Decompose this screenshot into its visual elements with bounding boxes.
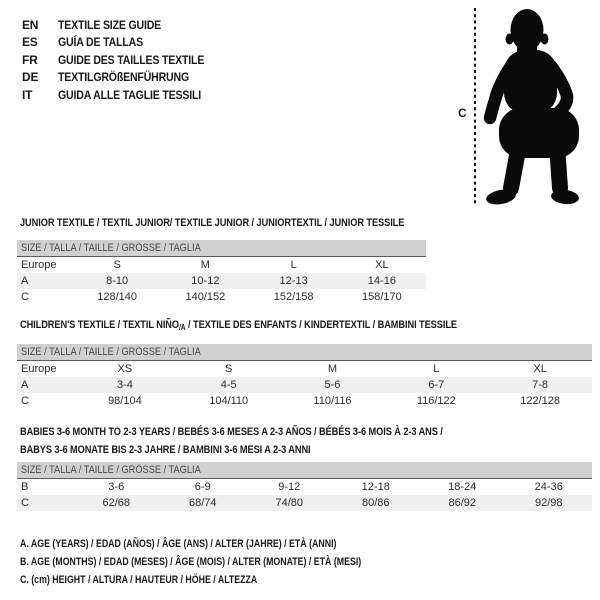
babies-section-heading: BABIES 3-6 MONTH TO 2-3 YEARS / BEBÉS 3-6 MESES A 2-3 AÑOS / BÉBÉS 3-6 MOIS À 2-3 ANS / BABYS 3-6 MONATE BIS 2-3 JAHRE / BAMBINI 3-6 MESI A 2-3 ANNI xyxy=(20,426,443,456)
footnotes xyxy=(20,535,447,589)
cell: 7-8 xyxy=(532,379,549,391)
children-size-table xyxy=(17,344,592,409)
row-label: C xyxy=(21,497,29,509)
table-row xyxy=(17,479,592,495)
cell: M xyxy=(327,363,338,375)
cell: 80/86 xyxy=(361,497,390,509)
cell: 62/68 xyxy=(102,497,131,509)
baby-silhouette-icon xyxy=(455,0,600,215)
table-row xyxy=(17,289,426,305)
cell: 158/170 xyxy=(361,291,402,303)
cell: XL xyxy=(375,259,389,271)
cell: M xyxy=(200,259,210,271)
cell: 98/104 xyxy=(108,395,142,407)
cell: S xyxy=(225,363,233,375)
size-band: SIZE / TALLA / TAILLE / GRÖSSE / TAGLIA xyxy=(17,344,592,361)
cell: 12-18 xyxy=(361,481,390,493)
subscript-a: /A xyxy=(178,323,186,332)
measure-label-c: C xyxy=(458,106,467,120)
cell: 4-5 xyxy=(220,379,237,391)
cell: XS xyxy=(117,363,133,375)
row-label: B xyxy=(21,481,29,493)
title-row-de xyxy=(22,69,224,87)
footnote-b: B. AGE (MONTHS) / EDAD (MESES) / ÂGE (MOIS) / ALTER (MONATE) / ETÀ (MESI) xyxy=(20,556,362,568)
title-row-en xyxy=(22,16,224,34)
lang-code: FR xyxy=(22,52,38,67)
cell: 5-6 xyxy=(324,379,341,391)
cell: 14-16 xyxy=(367,275,396,287)
cell: L xyxy=(290,259,297,271)
junior-section-heading: JUNIOR TEXTILE / TEXTIL JUNIOR/ TEXTILE JUNIOR / JUNIORTEXTIL / JUNIOR TESSILE xyxy=(20,217,405,229)
title-text: GUÍA DE TALLAS xyxy=(58,35,143,50)
cell: 68/74 xyxy=(188,497,217,509)
title-text: TEXTILE SIZE GUIDE xyxy=(58,17,162,32)
row-label: C xyxy=(21,291,29,303)
lang-code: DE xyxy=(22,70,39,85)
row-label: Europe xyxy=(21,259,57,271)
cell: 104/110 xyxy=(209,395,249,407)
table-row xyxy=(17,257,426,273)
cell: 140/152 xyxy=(185,291,226,303)
cell: L xyxy=(433,363,440,375)
language-title-block xyxy=(22,16,224,104)
footnote-c: C. (cm) HEIGHT / ALTURA / HAUTEUR / HÖHE / ALTEZZA xyxy=(20,574,258,586)
cell: 86/92 xyxy=(448,497,477,509)
cell: 92/98 xyxy=(534,497,563,509)
lang-code: ES xyxy=(22,35,38,50)
title-row-it xyxy=(22,86,224,104)
cell: 12-13 xyxy=(279,275,308,287)
cell: 110/116 xyxy=(313,395,352,407)
row-label: A xyxy=(21,379,29,391)
lang-code: IT xyxy=(22,87,33,102)
cell: 74/80 xyxy=(275,497,304,509)
cell: 6-9 xyxy=(194,481,211,493)
title-text: TEXTILGRÖßENFÜHRUNG xyxy=(58,70,190,85)
junior-size-table xyxy=(17,240,426,305)
cell: 128/140 xyxy=(97,291,137,303)
size-band: SIZE / TALLA / TAILLE / GRÖSSE / TAGLIA xyxy=(17,462,592,479)
footnote-a: A. AGE (YEARS) / EDAD (AÑOS) / ÂGE (ANS) / ALTER (JAHRE) / ETÀ (ANNI) xyxy=(20,538,337,550)
cell: S xyxy=(113,259,121,271)
title-row-es xyxy=(22,34,224,52)
table-row xyxy=(17,377,592,393)
title-text: GUIDE DES TAILLES TEXTILE xyxy=(58,52,205,67)
cell: 3-6 xyxy=(108,481,125,493)
title-text: GUIDA ALLE TAGLIE TESSILI xyxy=(58,87,202,102)
cell: 122/128 xyxy=(520,395,560,407)
table-row xyxy=(17,495,592,511)
cell: 10-12 xyxy=(191,275,220,287)
babies-size-table xyxy=(17,462,592,511)
cell: 9-12 xyxy=(278,481,301,493)
title-row-fr xyxy=(22,51,224,69)
table-row xyxy=(17,393,592,409)
cell: XL xyxy=(533,363,547,375)
cell: 8-10 xyxy=(106,275,129,287)
lang-code: EN xyxy=(22,17,39,32)
row-label: A xyxy=(21,275,29,287)
table-row xyxy=(17,361,592,377)
size-band: SIZE / TALLA / TAILLE / GRÖSSE / TAGLIA xyxy=(17,240,426,257)
baby-silhouette xyxy=(485,9,580,206)
cell: 18-24 xyxy=(448,481,477,493)
table-row xyxy=(17,273,426,289)
cell: 152/158 xyxy=(273,291,314,303)
row-label: Europe xyxy=(21,363,57,375)
cell: 24-36 xyxy=(534,481,563,493)
cell: 116/122 xyxy=(416,395,456,407)
cell: 6-7 xyxy=(428,379,445,391)
row-label: C xyxy=(21,395,29,407)
children-section-heading: CHILDREN'S TEXTILE / TEXTIL $NIÑO_{/A}$ / TEXTILE DES ENFANTS / KINDERTEXTIL / BAMBINI TESSILE xyxy=(20,319,457,332)
cell: 3-4 xyxy=(116,379,133,391)
